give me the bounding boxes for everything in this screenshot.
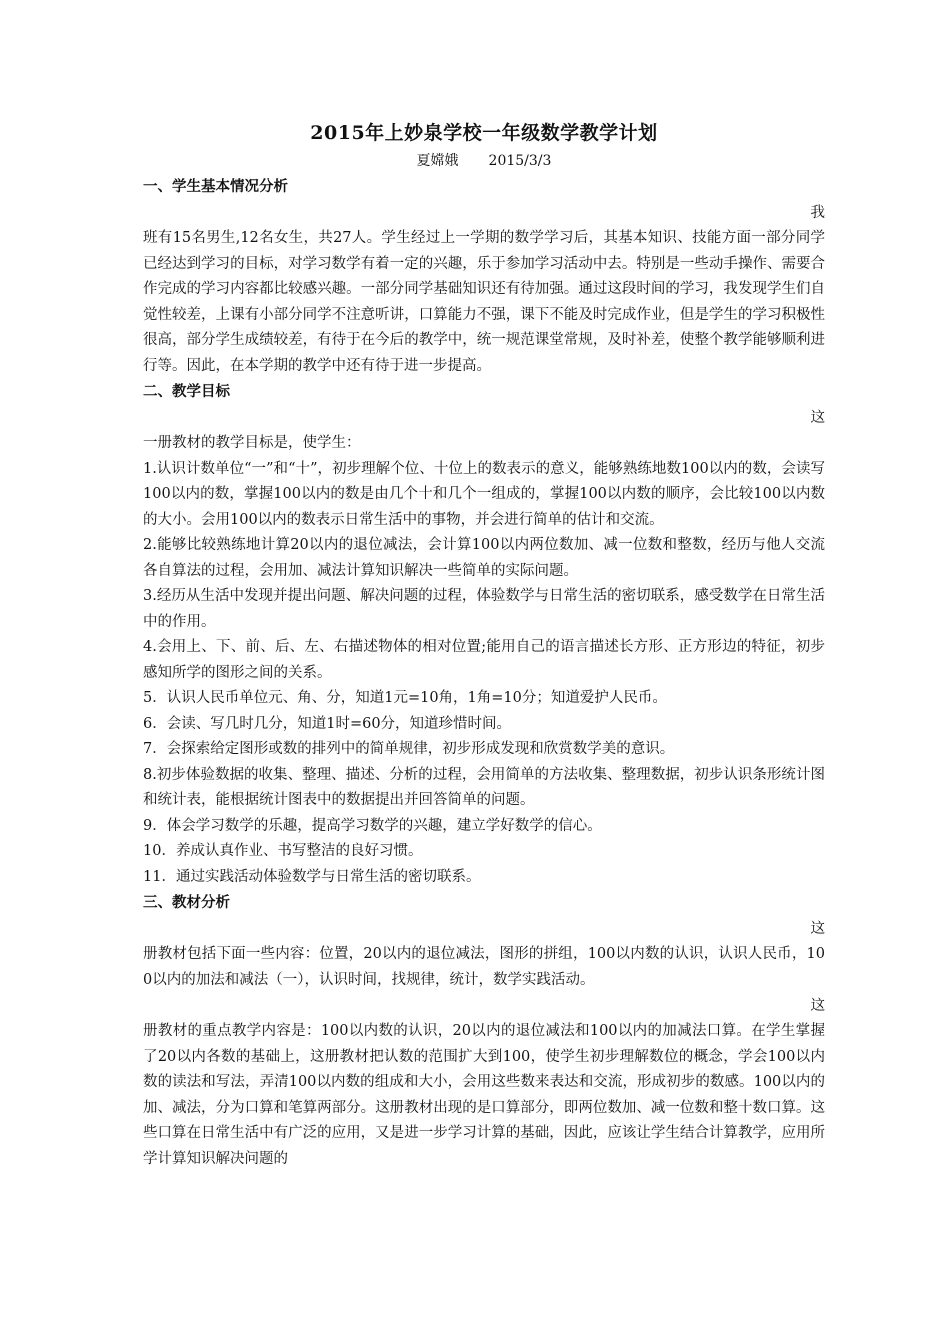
goal-item: 3.经历从生活中发现并提出问题、解决问题的过程，体验数学与日常生活的密切联系，感受数学在日常生活中的作用。 (143, 588, 825, 630)
author-name: 夏嫦娥 (416, 153, 459, 169)
section-heading-textbook-analysis: 三、教材分析 (143, 894, 230, 911)
section3-lead-char-1: 这 (810, 921, 825, 937)
document-title: 2015年上妙泉学校一年级数学教学计划 (310, 122, 658, 144)
section3-lead-char-2: 这 (810, 998, 825, 1014)
goal-item: 11．通过实践活动体验数学与日常生活的密切联系。 (143, 868, 481, 885)
goal-item: 5．认识人民币单位元、角、分，知道1元=10角，1角=10分；知道爱护人民币。 (143, 690, 667, 706)
goal-item: 4.会用上、下、前、后、左、右描述物体的相对位置;能用自己的语言描述长方形、正方形边的特征，初步感知所学的图形之间的关系。 (143, 639, 825, 681)
goal-item: 8.初步体验数据的收集、整理、描述、分析的过程，会用简单的方法收集、整理数据，初步认识条形统计图和统计表，能根据统计图表中的数据提出并回答简单的问题。 (143, 766, 825, 808)
section-heading-student-analysis: 一、学生基本情况分析 (143, 178, 288, 195)
section-heading-teaching-goals: 二、教学目标 (143, 383, 230, 400)
section2-lead-char: 这 (810, 410, 825, 426)
section2-intro: 一册教材的教学目标是，使学生： (143, 435, 361, 451)
goal-item: 2.能够比较熟练地计算20以内的退位减法，会计算100以内两位数加、减一位数和整数，经历与他人交流各自算法的过程，会用加、减法计算知识解决一些简单的实际问题。 (143, 537, 825, 579)
section3-paragraph-2: 册教材的重点教学内容是：100以内数的认识，20以内的退位减法和100以内的加减法口算。在学生掌握了20以内各数的基础上，这册教材把认数的范围扩大到100，使学生初步理解数位的概念，学会100以内数的读法和写法，弄清100以内数的组成和大小，会用这些数来表达和交流，形成初步的数感。100以内的加、减法，分为口算和笔算两部分。这册教材出现的是口算部分，即两位数加、减一位数和整十数口算。这些口算在日常生活中有广泛的应用，又是进一步学习计算的基础，因此，应该让学生结合计算教学，应用所学计算知识解决问题的 (143, 1023, 825, 1167)
goal-item: 7．会探索给定图形或数的排列中的简单规律，初步形成发现和欣赏数学美的意识。 (143, 741, 675, 757)
goal-item: 6．会读、写几时几分，知道1时=60分，知道珍惜时间。 (143, 715, 512, 732)
document-date: 2015/3/3 (488, 153, 552, 169)
byline (143, 148, 825, 174)
section1-paragraph: 班有15名男生,12名女生，共27人。学生经过上一学期的数学学习后，其基本知识、技能方面一部分同学已经达到学习的目标，对学习数学有着一定的兴趣，乐于参加学习活动中去。特别是一些动手操作、需要合作完成的学习内容都比较感兴趣。一部分同学基础知识还有待加强。通过这段时间的学习，我发现学生们自觉性较差，上课有小部分同学不注意听讲，口算能力不强，课下不能及时完成作业，但是学生的学习积极性很高，部分学生成绩较差，有待于在今后的教学中，统一规范课堂常规，及时补差，使整个教学能够顺利进行等。因此，在本学期的教学中还有待于进一步提高。 (143, 230, 825, 374)
document-page (143, 118, 825, 1172)
section3-paragraph-1: 册教材包括下面一些内容：位置，20以内的退位减法，图形的拼组，100以内数的认识，认识人民币，100以内的加法和减法（一），认识时间，找规律，统计，数学实践活动。 (143, 946, 825, 988)
goal-item: 10．养成认真作业、书写整洁的良好习惯。 (143, 843, 423, 859)
section1-lead-char: 我 (810, 205, 825, 221)
goal-item: 1.认识计数单位“一”和“十”，初步理解个位、十位上的数表示的意义，能够熟练地数100以内的数，会读写100以内的数，掌握100以内的数是由几个十和几个一组成的，掌握100以内数的顺序，会比较100以内数的大小。会用100以内的数表示日常生活中的事物，并会进行简单的估计和交流。 (143, 460, 825, 528)
goal-item: 9．体会学习数学的乐趣，提高学习数学的兴趣，建立学好数学的信心。 (143, 817, 602, 834)
